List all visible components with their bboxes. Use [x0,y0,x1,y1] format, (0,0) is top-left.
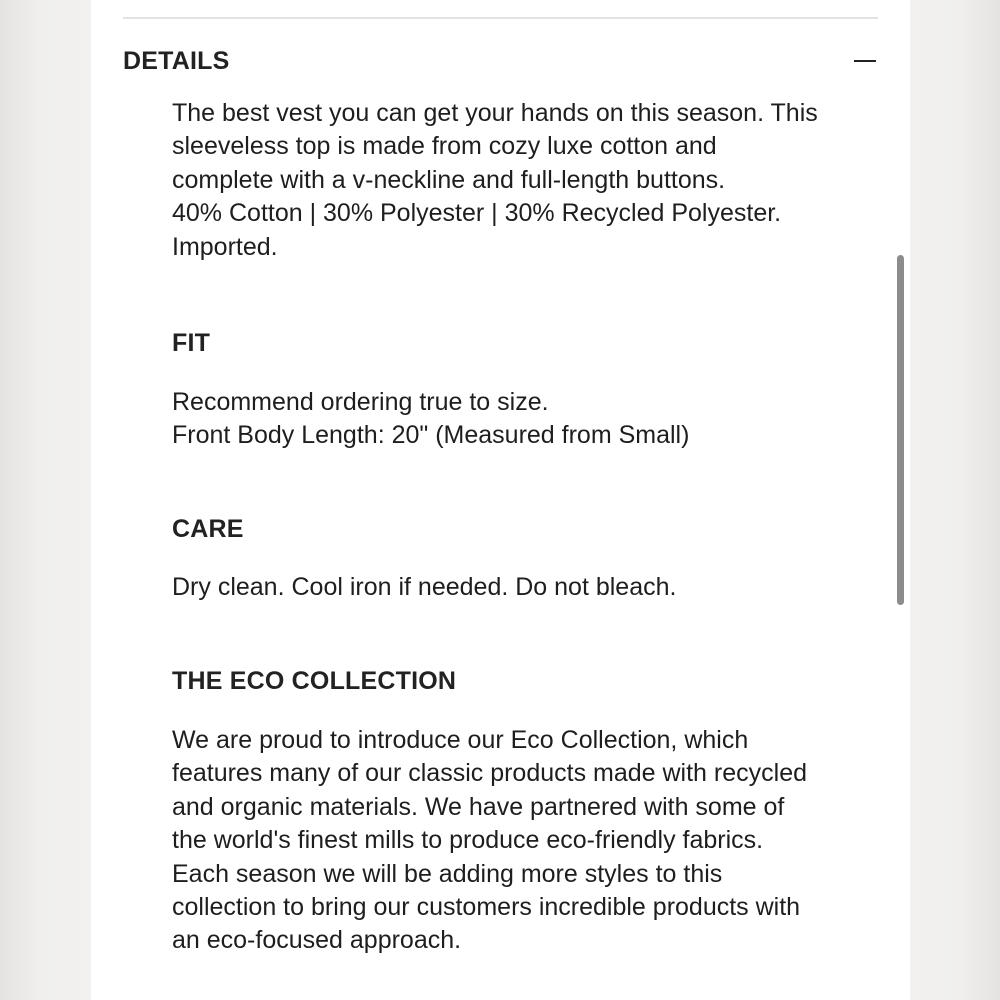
details-line: The best vest you can get your hands on this season. This [172,99,818,127]
eco-line: and organic materials. We have partnered with some of [172,792,785,821]
eco-line: features many of our classic products made with recycled [172,759,807,788]
eco-line: Each season we will be adding more styles to this [172,859,723,888]
care-description [172,571,676,604]
eco-line: an eco-focused approach. [172,926,462,955]
product-info-panel [91,0,910,1000]
details-line: complete with a v-neckline and full-length buttons. [172,165,726,194]
details-line: 40% Cotton | 30% Polyester | 30% Recycled Polyester. [172,199,782,228]
minus-icon[interactable] [854,50,876,72]
details-description [172,97,882,264]
details-title: DETAILS [123,46,230,75]
eco-collection-description [172,724,807,958]
eco-line: collection to bring our customers incredible products with [172,893,801,922]
section-divider [123,17,878,19]
eco-line: We are proud to introduce our Eco Collection, which [172,726,749,754]
details-accordion-header[interactable] [123,44,878,78]
care-title: CARE [172,515,244,543]
details-line: Imported. [172,232,278,261]
fit-title: FIT [172,329,211,357]
fit-line: Front Body Length: 20" (Measured from Small) [172,421,690,450]
care-line: Dry clean. Cool iron if needed. Do not bleach. [172,573,677,601]
fit-description [172,386,689,453]
scrollbar-thumb[interactable] [897,255,904,605]
details-accordion-content [172,97,882,955]
eco-collection-title: THE ECO COLLECTION [172,667,457,695]
eco-line: the world's finest mills to produce eco-friendly fabrics. [172,826,764,855]
details-line: sleeveless top is made from cozy luxe cotton and [172,132,717,161]
fit-line: Recommend ordering true to size. [172,388,549,416]
